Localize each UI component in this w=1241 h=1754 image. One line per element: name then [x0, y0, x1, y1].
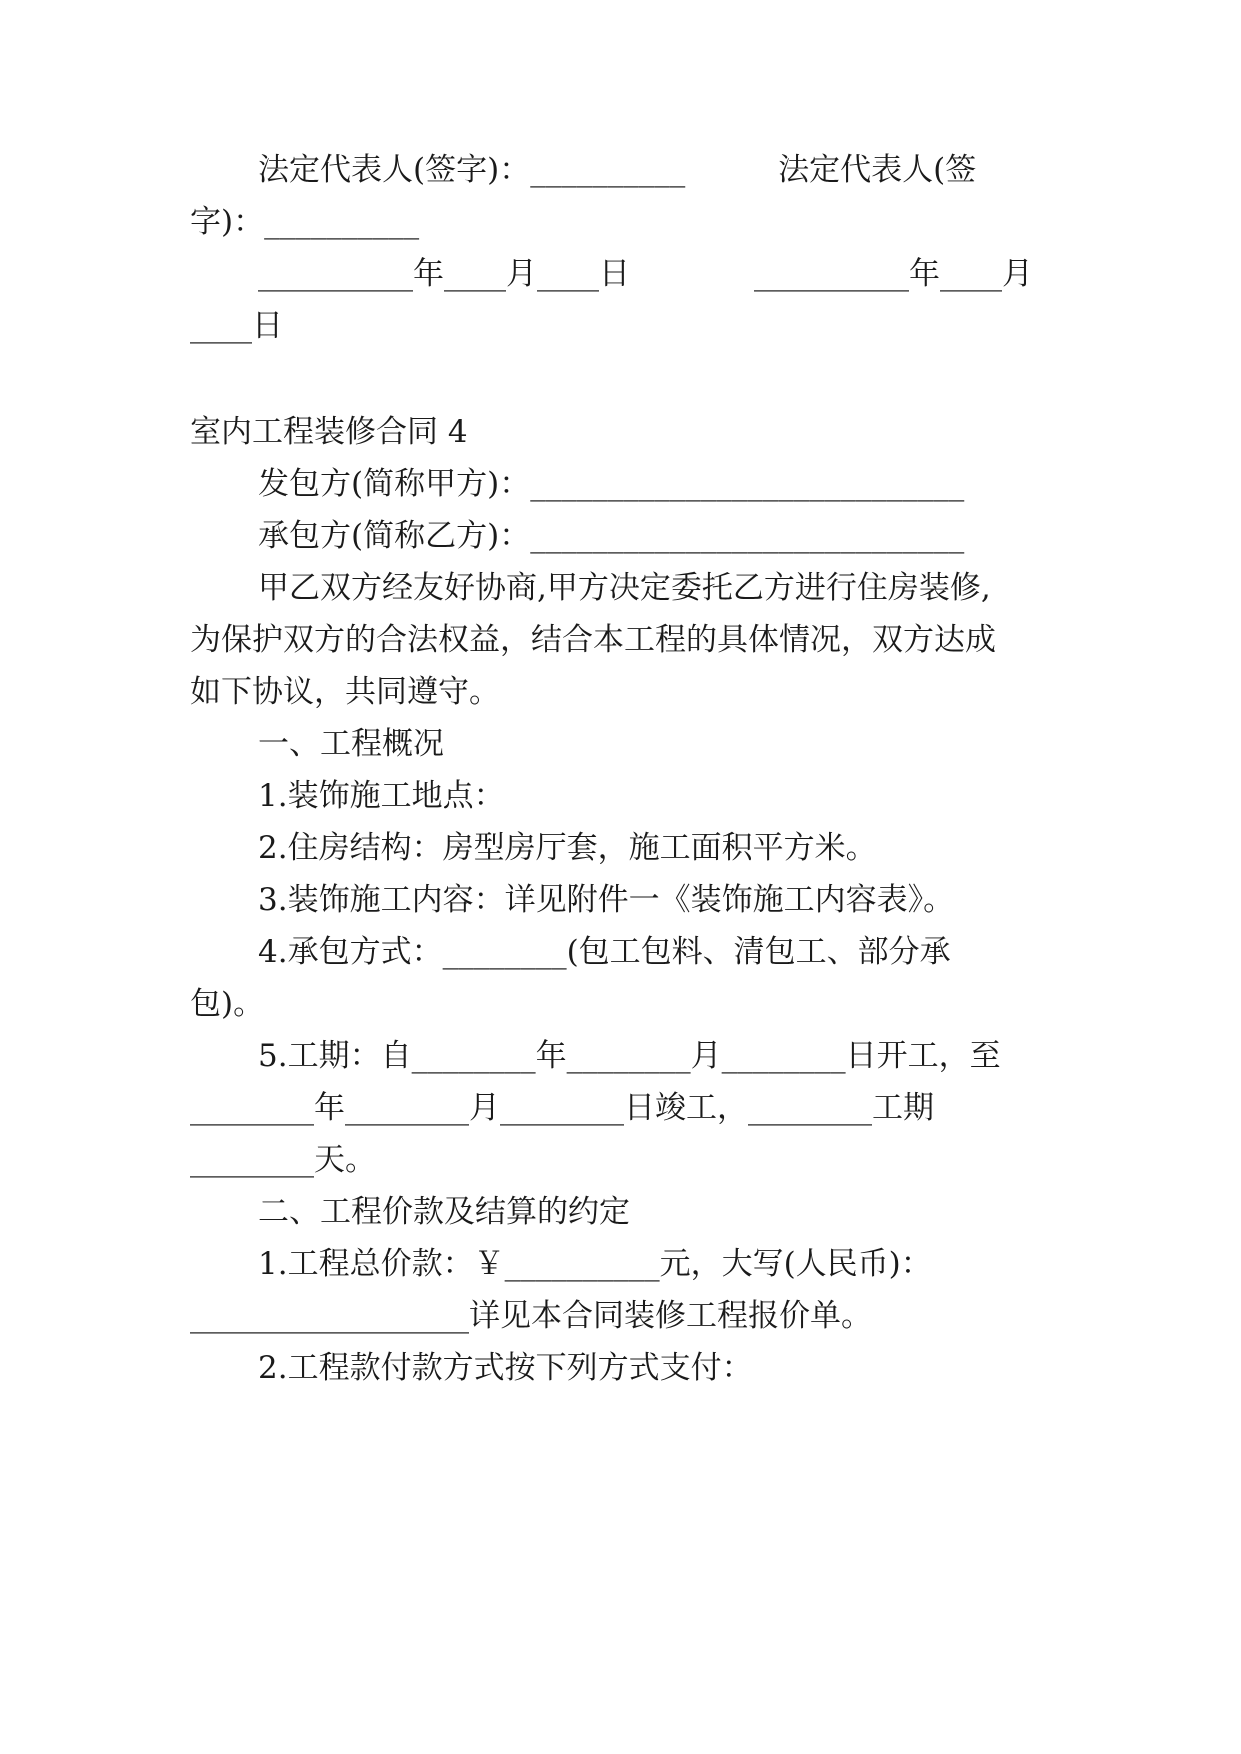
section-1-item-4-line-2: 包)。 — [190, 986, 265, 1022]
preamble-line-3: 如下协议，共同遵守。 — [190, 674, 500, 710]
date-line-1: __________年____月____日 __________年____月 — [258, 256, 1033, 292]
section-1-item-2: 2.住房结构：房型房厅套，施工面积平方米。 — [258, 830, 877, 866]
section-1-item-4-line-1: 4.承包方式：________(包工包料、清包工、部分承 — [258, 934, 951, 970]
preamble-line-1: 甲乙双方经友好协商,甲方决定委托乙方进行住房装修, — [258, 570, 991, 606]
signature-line-2: 字)：__________ — [190, 204, 420, 240]
party-a-line: 发包方(简称甲方)：____________________________ — [258, 466, 965, 502]
section-2-item-2: 2.工程款付款方式按下列方式支付： — [258, 1350, 753, 1386]
section-2-item-1-line-1: 1.工程总价款：￥__________元，大写(人民币)： — [258, 1246, 932, 1282]
section-1-item-5-line-2: ________年________月________日竣工，________工期 — [190, 1090, 934, 1126]
section-1-item-5-line-3: ________天。 — [190, 1142, 376, 1178]
contract-title: 室内工程装修合同 4 — [190, 414, 468, 450]
date-line-2: ____日 — [190, 308, 283, 344]
section-1-item-3: 3.装饰施工内容：详见附件一《装饰施工内容表》。 — [258, 882, 955, 918]
signature-line-1: 法定代表人(签字)：__________ 法定代表人(签 — [258, 152, 977, 188]
section-1-item-5-line-1: 5.工期：自________年________月________日开工，至 — [258, 1038, 1001, 1074]
party-b-line: 承包方(简称乙方)：____________________________ — [258, 518, 965, 554]
section-2-heading: 二、工程价款及结算的约定 — [258, 1194, 630, 1230]
section-1-item-1: 1.装饰施工地点： — [258, 778, 505, 814]
section-2-item-1-line-2: __________________详见本合同装修工程报价单。 — [190, 1298, 872, 1334]
preamble-line-2: 为保护双方的合法权益，结合本工程的具体情况，双方达成 — [190, 622, 996, 658]
section-1-heading: 一、工程概况 — [258, 726, 444, 762]
